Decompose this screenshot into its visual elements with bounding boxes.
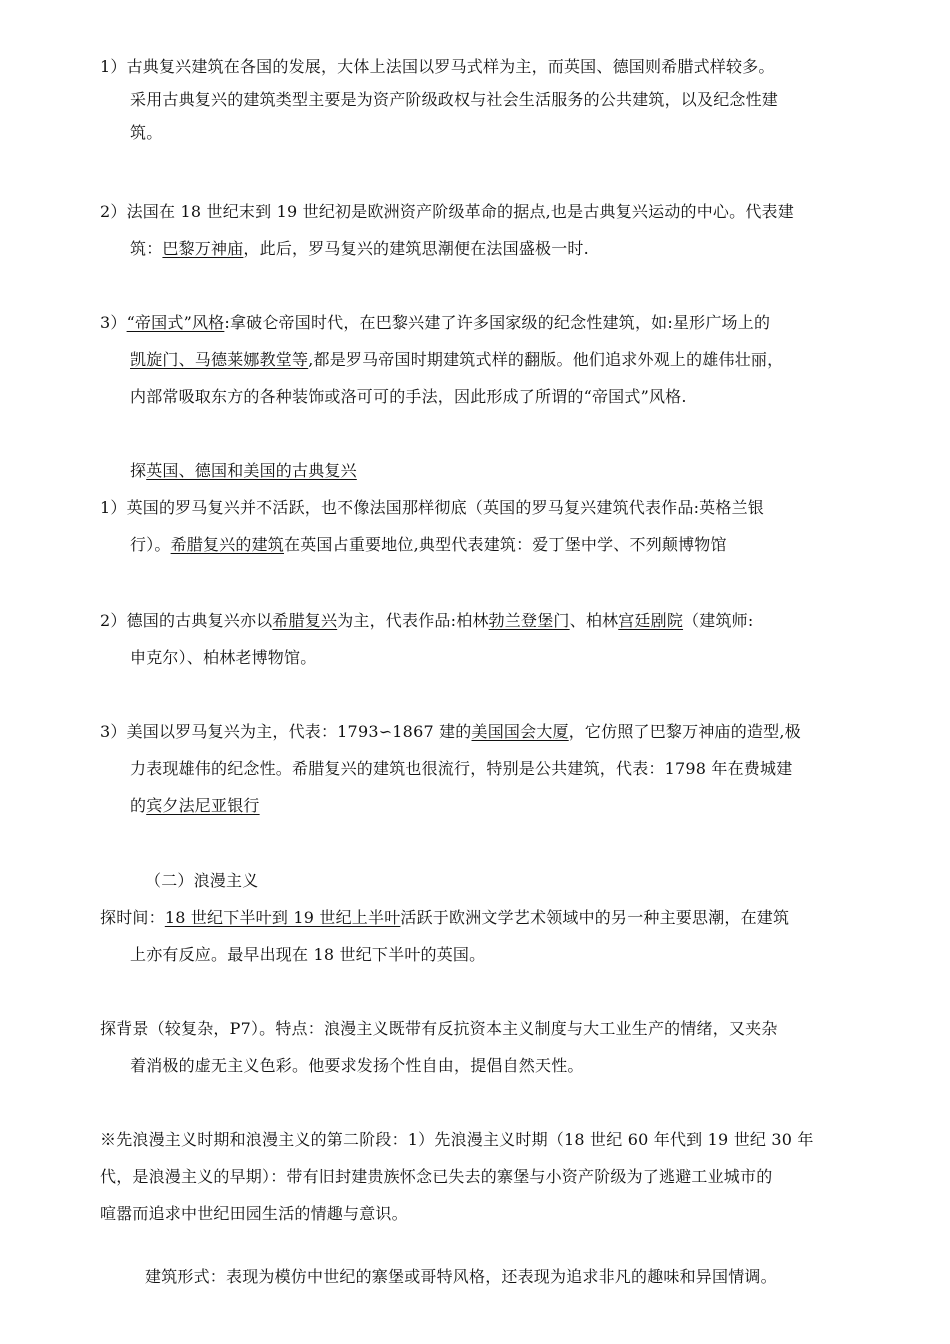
para-empire-style-line3: 内部常吸取东方的各种装饰或洛可可的手法，因此形成了所谓的“帝国式”风格. [130,387,687,406]
para-uk-line2 [130,535,727,555]
para-classical-revival-line3: 筑。 [130,123,163,142]
text-segment: 行）。 [130,535,171,554]
text-segment: 探 [130,461,147,480]
para-france-line2 [130,239,589,259]
heading-romanticism: （二）浪漫主义 [145,871,259,890]
para-us-line2: 力表现雄伟的纪念性。希腊复兴的建筑也很流行，特别是公共建筑，代表：1798 年在费城建 [130,759,793,778]
text-segment: 、柏林 [569,611,619,630]
para-us-line1 [100,722,801,742]
text-segment: ，此后，罗马复兴的建筑思潮便在法国盛极一时. [243,239,589,258]
text-segment: 在英国占重要地位,典型代表建筑：爱丁堡中学、不列颠博物馆 [284,535,727,554]
underlined-term-empire-style: “帝国式”风格 [126,313,225,332]
text-segment: 的 [130,796,147,815]
para-background-line2: 着消极的虚无主义色彩。他要求发扬个性自由，提倡自然天性。 [130,1056,584,1075]
para-architectural-form: 建筑形式：表现为模仿中世纪的寨堡或哥特风格，还表现为追求非凡的趣味和异国情调。 [145,1267,777,1286]
text-segment: 筑： [130,239,163,258]
para-empire-style-line2 [130,350,783,370]
text-segment: （建筑师: [683,611,754,630]
underlined-term-arc-madeleine: 凯旋门、马德莱娜教堂等 [130,350,309,369]
para-uk-line1: 1）英国的罗马复兴并不活跃，也不像法国那样彻底（英国的罗马复兴建筑代表作品:英格兰银 [100,498,764,517]
para-us-line3 [130,796,260,816]
underlined-term-pantheon: 巴黎万神庙 [162,239,244,258]
text-segment: ,都是罗马帝国时期建筑式样的翻版。他们追求外观上的雄伟壮丽， [308,350,784,369]
text-segment: 为主，代表作品:柏林 [337,611,489,630]
underlined-term-bank-of-pennsylvania: 宾夕法尼亚银行 [146,796,260,815]
underlined-term-court-theatre: 宫廷剧院 [618,611,684,630]
para-note-line1: ※先浪漫主义时期和浪漫主义的第二阶段：1）先浪漫主义时期（18 世纪 60 年代到 19 世纪 30 年 [100,1130,814,1149]
underlined-term-greek-revival: 希腊复兴的建筑 [170,535,285,554]
para-background-line1: 探背景（较复杂，P7）。特点：浪漫主义既带有反抗资本主义制度与大工业生产的情绪，又夹杂 [100,1019,778,1038]
para-note-line2: 代，是浪漫主义的早期）：带有旧封建贵族怀念已失去的寨堡与小资产阶级为了逃避工业城市的 [100,1167,773,1186]
para-germany-line2: 申克尔）、柏林老博物馆。 [130,648,317,667]
para-note-line3: 喧嚣而追求中世纪田园生活的情趣与意识。 [100,1204,408,1223]
underlined-term-brandenburg-gate: 勃兰登堡门 [488,611,570,630]
para-time-line2: 上亦有反应。最早出现在 18 世纪下半叶的英国。 [130,945,486,964]
para-germany-line1 [100,611,753,631]
text-segment: 活跃于欧洲文学艺术领域中的另一种主要思潮，在建筑 [400,908,790,927]
text-segment: 探时间： [100,908,165,927]
underlined-term-greek-revival-de: 希腊复兴 [272,611,338,630]
para-france-line1: 2）法国在 18 世纪末到 19 世纪初是欧洲资产阶级革命的据点,也是古典复兴运动的中心。代表建 [100,202,794,221]
underlined-term-time-period: 18 世纪下半叶到 19 世纪上半叶 [164,908,401,927]
underlined-term-us-capitol: 美国国会大厦 [471,722,569,741]
text-segment: :拿破仑帝国时代，在巴黎兴建了许多国家级的纪念性建筑，如:星形广场上的 [224,313,771,332]
section-title-uk-germany-us [130,461,357,481]
text-segment: 3） [100,313,127,332]
para-classical-revival-line1: 1）古典复兴建筑在各国的发展，大体上法国以罗马式样为主，而英国、德国则希腊式样较多。 [100,57,775,76]
text-segment: 2）德国的古典复兴亦以 [100,611,273,630]
text-segment: 3）美国以罗马复兴为主，代表：1793∽1867 建的 [100,722,472,741]
para-empire-style-line1 [100,313,770,333]
para-classical-revival-line2: 采用古典复兴的建筑类型主要是为资产阶级政权与社会生活服务的公共建筑，以及纪念性建 [130,90,779,109]
underlined-section-title: 英国、德国和美国的古典复兴 [146,461,357,480]
text-segment: ，它仿照了巴黎万神庙的造型,极 [568,722,801,741]
para-time-line1 [100,908,789,928]
